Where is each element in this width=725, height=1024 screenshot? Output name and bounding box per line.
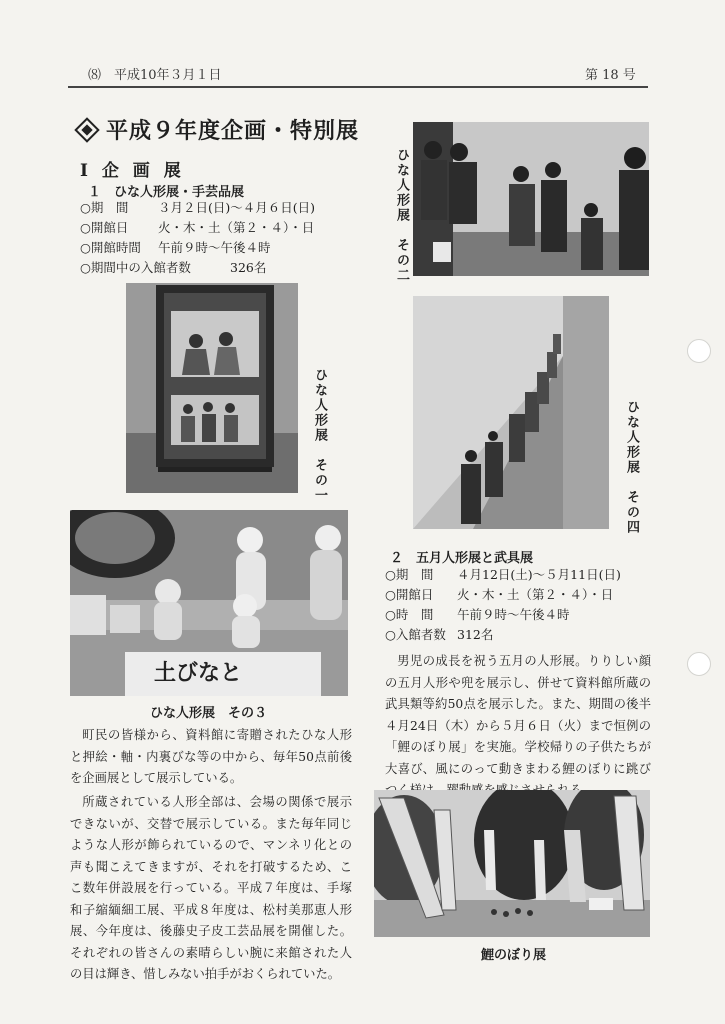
caption-photo5: 鯉のぼり展	[481, 948, 547, 963]
item1-open-days: ○開館日 火・木・土（第２・４）・日	[80, 220, 315, 235]
binder-hole-bottom	[687, 652, 711, 676]
issue-date: ⑻ 平成10年３月１日	[88, 68, 222, 83]
item1-hours: ○開館時間 午前９時～午後４時	[80, 240, 271, 255]
photo-hina-scroll	[126, 283, 298, 493]
item2-info	[385, 565, 621, 645]
caption-photo2: ひな人形展 その二	[394, 148, 409, 283]
header-rule	[68, 86, 648, 88]
paragraph-3: 男児の成長を祝う五月の人形展。りりしい顔の五月人形や兜を展示し、併せて資料館所蔵の武具類等約50点を展示した。また、期間の後半４月24日（木）から５月６日（火）まで恒例の「鯉のぼり展」を実施。学校帰りの子供たちが大喜び、風にのって動きまわる鯉のぼりに跳び	[385, 654, 651, 776]
page-title-block	[78, 114, 359, 145]
paragraph-2: 所蔵されている人形全部は、会場の関係で展示できないが、交替で展示している。また毎年同じような人形が飾られているので、マンネリ化との声も聞こえてきますが、それを打破するため、ここ数年併設展を行っている。平成７年度は、手塚和子縮緬細工展、平成８年度は、松村美那恵人形展、今年度は、後藤史子皮工芸品展を開催した。それぞれの皆さんの素晴らしい腕に来館された人の目は輝き、惜しみない拍手がおくられていた。	[70, 795, 352, 981]
photo-hina-long-display	[413, 296, 609, 529]
photo-clay-dolls	[70, 510, 348, 696]
diamond-bullet-icon	[74, 117, 99, 142]
photo-koinobori	[374, 790, 650, 937]
caption-photo4: ひな人形展 その四	[624, 400, 639, 535]
caption-photo1: ひな人形展 その一	[312, 368, 327, 503]
paragraph-1: 町民の皆様から、資料館に寄贈されたひな人形と押絵・軸・内裏びな等の中から、毎年50点前後を企画展として展示している。	[70, 728, 352, 785]
item2-visitors: ○入館者数 312名	[385, 627, 494, 642]
item1-info	[80, 198, 315, 278]
item2-open-days: ○開館日 火・木・土（第２・４）・日	[385, 587, 614, 602]
item1-period: ○期 間 ３月２日(日)～４月６日(日)	[80, 200, 316, 215]
item2-hours: ○時 間 午前９時～午後４時	[385, 607, 570, 622]
sign-text: 土びなと	[154, 660, 243, 686]
page-title: 平成９年度企画・特別展	[106, 118, 360, 144]
section-heading: Ⅰ 企 画 展	[80, 161, 185, 181]
caption-photo3: ひな人形展 その３	[150, 706, 268, 721]
item1-visitors: ○期間中の入館者数 326名	[80, 260, 267, 275]
item2-heading: ２ 五月人形展と武具展	[390, 551, 534, 566]
item2-period: ○期 間 ４月12日(土)～５月11日(日)	[385, 567, 621, 582]
issue-number: 第 18 号	[585, 68, 636, 83]
photo-hina-dolls	[413, 122, 649, 276]
binder-hole-top	[687, 339, 711, 363]
item1-heading: １ ひな人形展・手芸品展	[88, 185, 245, 200]
